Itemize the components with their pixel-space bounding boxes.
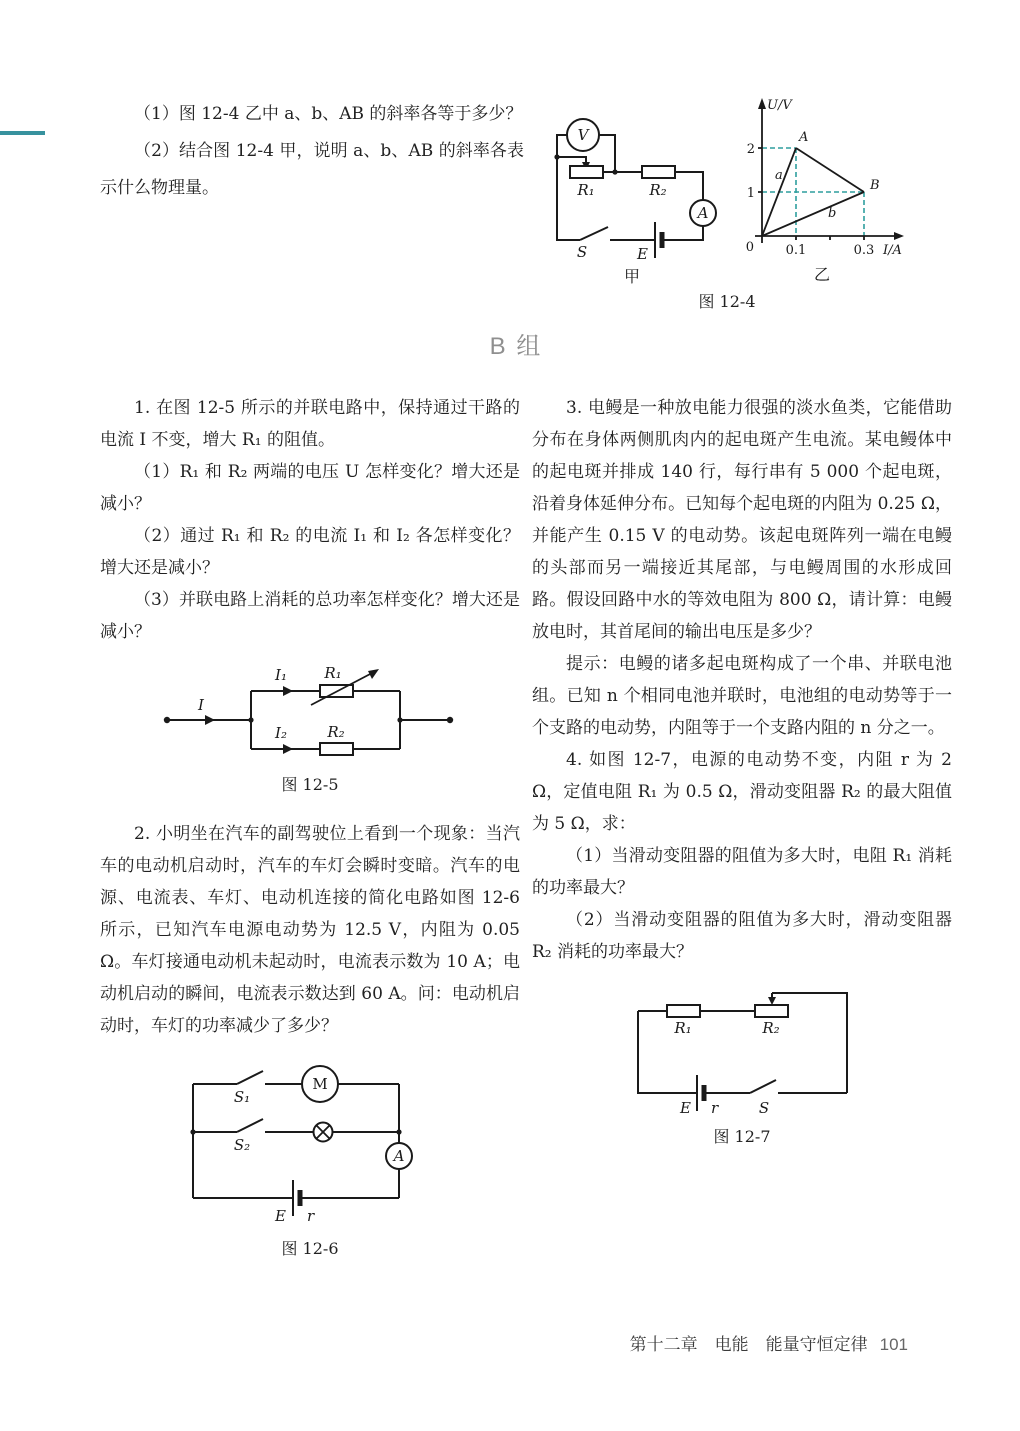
emf-label: E [275, 1207, 286, 1225]
fig12-7-caption: 图 12-7 [713, 1127, 771, 1146]
q3-stem: 3. 电鳗是一种放电能力很强的淡水鱼类，它能借助分布在身体两侧肌肉内的起电斑产生电流。某电鳗体中的起电斑并排成 140 行，每行串有 5 000 个起电斑，沿着身体延伸分布。已知每个起电斑的内阻为 0.25 Ω，并能产生 0.15 V 的电动势。该起电斑阵列一端在电鳗的头部而另一端接近其尾部，与电鳗周围的水形成回路。假设回路中水的等效电阻为 800 Ω，请计算：电鳗放电时，其首尾间的输出电压是多少？ [532, 398, 952, 642]
slider-arrow-icon [768, 997, 776, 1005]
intro-questions [100, 96, 524, 207]
section-b-header: B 组 [489, 333, 543, 360]
axis-ticks [758, 148, 864, 240]
internal-r-label: r [711, 1099, 719, 1117]
intro-question-1: （1）图 12-4 乙中 a、b、AB 的斜率各等于多少？ [134, 104, 523, 124]
resistor-r2 [320, 743, 353, 755]
figure-12-6 [100, 1054, 520, 1262]
point-b-label: B [870, 178, 880, 193]
origin-label: 0 [745, 240, 754, 255]
fig12-4-jia-circuit [542, 108, 737, 286]
junction-dot [554, 154, 559, 159]
rheostat-arrow-icon [368, 669, 379, 679]
s2-label: S₂ [233, 1136, 251, 1154]
subfigure-yi-label: 乙 [813, 265, 831, 284]
rheostat-r2 [755, 1005, 788, 1017]
resistor-r2 [642, 166, 675, 178]
x-axis-arrow-icon [894, 232, 904, 240]
margin-accent-line [0, 131, 45, 135]
line-a-label: a [775, 168, 783, 183]
emf-label: E [680, 1099, 691, 1117]
r1-label: R₁ [674, 1019, 692, 1037]
x-axis-label: I/A [883, 243, 902, 258]
q4-part-1: （1）当滑动变阻器的阻值为多大时，电阻 R₁ 消耗的功率最大？ [532, 846, 952, 898]
wire [662, 226, 703, 240]
ytick-2: 2 [746, 142, 755, 157]
intro-question-2: （2）结合图 12-4 甲，说明 a、b、AB 的斜率各表示什么物理量。 [100, 141, 524, 198]
r2-label: R₂ [327, 723, 345, 741]
junction-dot [397, 717, 402, 722]
q1-part-1: （1）R₁ 和 R₂ 两端的电压 U 怎样变化？增大还是减小？ [100, 462, 520, 514]
switch-label: S [758, 1099, 770, 1117]
rheostat-r1 [570, 166, 603, 178]
lamp-cross [316, 1125, 329, 1138]
left-column [100, 392, 520, 1278]
switch-blade-icon [750, 1080, 776, 1093]
ammeter-label: A [697, 204, 709, 222]
wire [675, 172, 703, 200]
figure-12-5 [100, 660, 520, 798]
s1-label: S₁ [233, 1088, 251, 1106]
current-arrow-icon [283, 686, 293, 696]
xtick-0-1: 0.1 [785, 243, 807, 258]
fig12-5-caption: 图 12-5 [281, 775, 339, 794]
emf-label: E [637, 245, 648, 263]
fig12-7-circuit [612, 980, 872, 1120]
fig12-6-caption: 图 12-6 [281, 1239, 339, 1258]
ammeter-label: A [393, 1147, 405, 1165]
fig12-4-caption: 图 12-4 [698, 292, 756, 311]
fig12-5-circuit [155, 660, 465, 768]
switch-blade-icon [580, 227, 608, 240]
current2-label: I₂ [275, 724, 287, 742]
voltmeter-label: V [577, 126, 589, 144]
fig12-4-yi-graph [742, 93, 920, 285]
current-label: I [198, 696, 204, 714]
internal-r-label: r [307, 1207, 315, 1225]
junction-dot [190, 1129, 195, 1134]
junction-dot [612, 169, 617, 174]
line-b-label: b [828, 206, 837, 221]
current1-label: I₁ [275, 666, 287, 684]
junction-dot [248, 717, 253, 722]
y-axis-arrow-icon [758, 98, 766, 109]
r2-label: R₂ [762, 1019, 780, 1037]
terminal-dot [164, 717, 170, 723]
chapter-title: 第十二章 电能 能量守恒定律 [629, 1335, 868, 1354]
figure-12-4 [542, 93, 924, 311]
ytick-1: 1 [746, 186, 755, 201]
q2-stem: 2. 小明坐在汽车的副驾驶位上看到一个现象：当汽车的电动机启动时，汽车的车灯会瞬时变暗。汽车的电源、电流表、车灯、电动机连接的简化电路如图 12-6 所示，已知汽车电源电动势为 12.5 V，内阻为 0.05 Ω。车灯接通电动机未起动时，电流表示数为 10 A；电动机启动的瞬间，电流表示数达到 60 A。问：电动机启动时，车灯的功率减少了多少？ [100, 824, 520, 1036]
resistor-r1 [667, 1005, 700, 1017]
right-column [532, 392, 952, 1166]
q1-part-2: （2）通过 R₁ 和 R₂ 的电流 I₁ 和 I₂ 各怎样变化？增大还是减小？ [100, 526, 520, 578]
r1-label: R₁ [324, 664, 342, 682]
q1-part-3: （3）并联电路上消耗的总功率怎样变化？增大还是减小？ [100, 590, 520, 642]
current-arrow-icon [283, 744, 293, 754]
wire [400, 691, 450, 749]
fig12-6-circuit [160, 1054, 460, 1232]
page-number: 101 [879, 1335, 908, 1354]
switch-s1-blade [237, 1071, 263, 1084]
q1-stem: 1. 在图 12-5 所示的并联电路中，保持通过干路的电流 I 不变，增大 R₁ 的阻值。 [100, 398, 520, 450]
switch-s2-blade [237, 1119, 263, 1132]
q4-part-2: （2）当滑动变阻器的阻值为多大时，滑动变阻器 R₂ 消耗的功率最大？ [532, 910, 952, 962]
r2-label: R₂ [649, 181, 667, 199]
switch-label: S [576, 243, 588, 261]
point-a-label: A [799, 130, 809, 145]
q4-stem: 4. 如图 12-7，电源的电动势不变，内阻 r 为 2 Ω，定值电阻 R₁ 为 0.5 Ω，滑动变阻器 R₂ 的最大阻值为 5 Ω，求： [532, 750, 952, 834]
motor-label: M [312, 1075, 328, 1093]
current-arrow-icon [205, 715, 215, 725]
subfigure-jia-label: 甲 [623, 267, 641, 286]
figure-12-7 [532, 980, 952, 1150]
q3-hint: 提示：电鳗的诸多起电斑构成了一个串、并联电池组。已知 n 个相同电池并联时，电池组的电动势等于一个支路的电动势，内阻等于一个支路内阻的 n 分之一。 [532, 654, 952, 738]
xtick-0-3: 0.3 [853, 243, 875, 258]
r1-label: R₁ [577, 181, 595, 199]
wire [557, 157, 586, 163]
page-footer [630, 1330, 908, 1355]
y-axis-label: U/V [767, 98, 792, 113]
